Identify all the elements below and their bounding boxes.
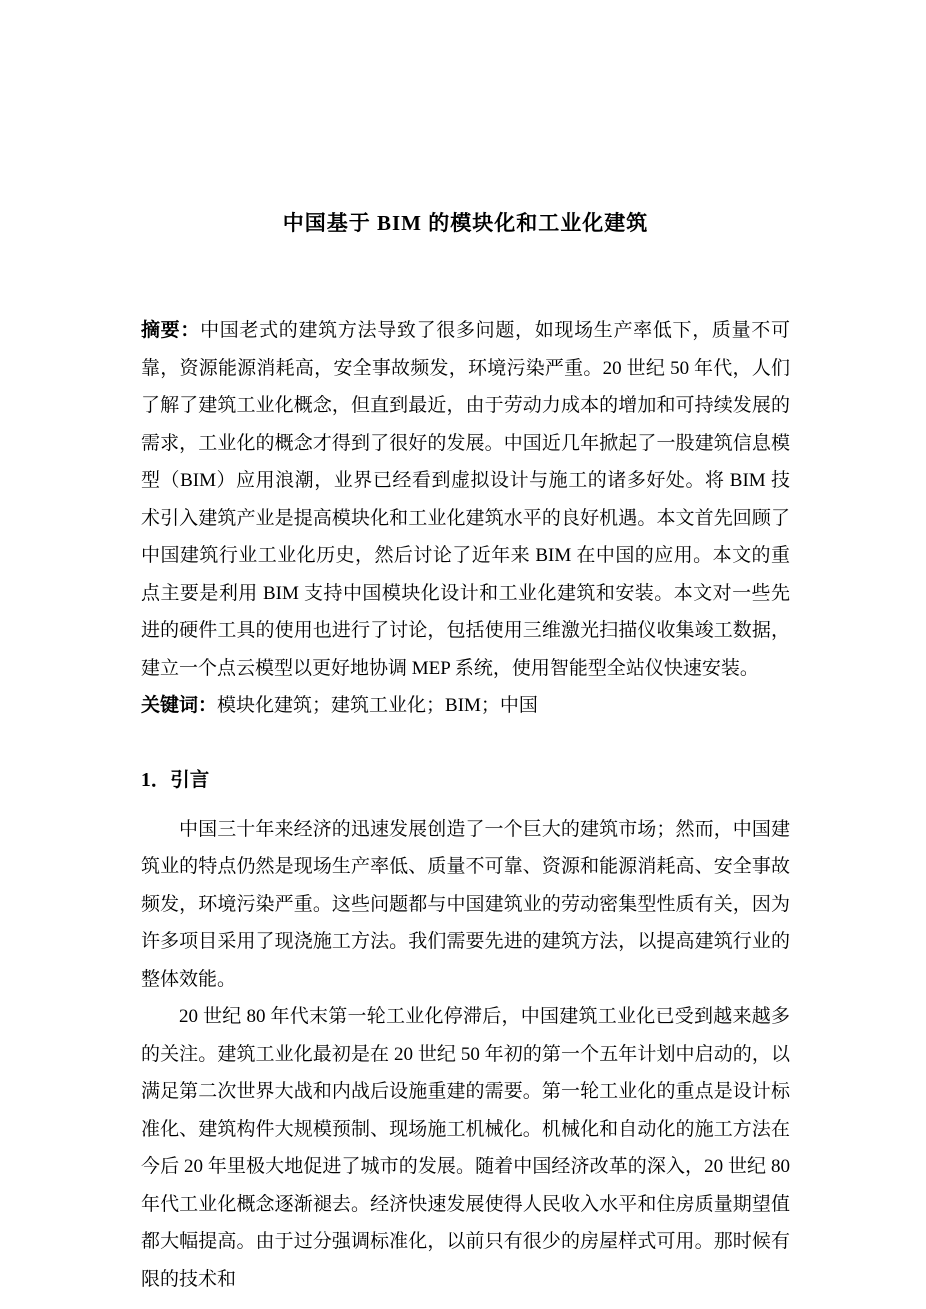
keywords-label: 关键词：	[141, 695, 218, 716]
section-1-paragraph-2: 20 世纪 80 年代末第一轮工业化停滞后，中国建筑工业化已受到越来越多的关注。建筑工业化最初是在 20 世纪 50 年初的第一个五年计划中启动的，以满足第二次世界大战和内战后设施重建的需要。第一轮工业化的重点是设计标准化、建筑构件大规模预制、现场施工机械化。机械化和自动化的施工方法在今后 20 年里极大地促进了城市的发展。随着中国经济改革的深入，20 世纪 80 年代工业化概念逐渐褪去。经济快速发展使得人民收入水平和住房质量期望值都大幅提高。由于过分强调标准化，以前只有很少的房屋样式可用。那时候有限的技术和	[141, 1006, 790, 1290]
document-title: 中国基于 BIM 的模块化和工业化建筑	[282, 211, 649, 235]
keywords-text: 模块化建筑；建筑工业化；BIM；中国	[217, 695, 538, 716]
section-1-paragraph-1: 中国三十年来经济的迅速发展创造了一个巨大的建筑市场；然而，中国建筑业的特点仍然是现场生产率低、质量不可靠、资源和能源消耗高、安全事故频发，环境污染严重。这些问题都与中国建筑业的劳动密集型性质有关，因为许多项目采用了现浇施工方法。我们需要先进的建筑方法，以提高建筑行业的整体效能。	[141, 818, 790, 990]
section-1-heading: 1．引言	[141, 769, 210, 791]
keywords-line	[141, 687, 790, 725]
abstract-text: 中国老式的建筑方法导致了很多问题，如现场生产率低下，质量不可靠，资源能源消耗高，安全事故频发，环境污染严重。20 世纪 50 年代，人们了解了建筑工业化概念，但直到最近，由于劳动力成本的增加和可持续发展的需求，工业化的概念才得到了很好的发展。中国近几年掀起了一股建筑信息模型（BIM）应用浪潮，业界已经看到虚拟设计与施工的诸多好处。将 BIM 技术引入建筑产业是提高模块化和工业化建筑水平的良好机遇。本文首先回顾了中国建筑行业工业化历史，然后讨论了近年来 BIM 在中国的应用。本文的重点主要是利用 BIM 支持中国模块化设计和工业化建筑和安装。本文对一些先进的硬件工具的使用也进行了讨论，包括使用三维激光扫描仪收集竣工数据，建立一个点云模型以更好地协调 MEP 系统，使用智能型全站仪快速安装。	[141, 320, 790, 679]
abstract-paragraph	[141, 312, 790, 687]
abstract-label: 摘要：	[141, 320, 201, 341]
